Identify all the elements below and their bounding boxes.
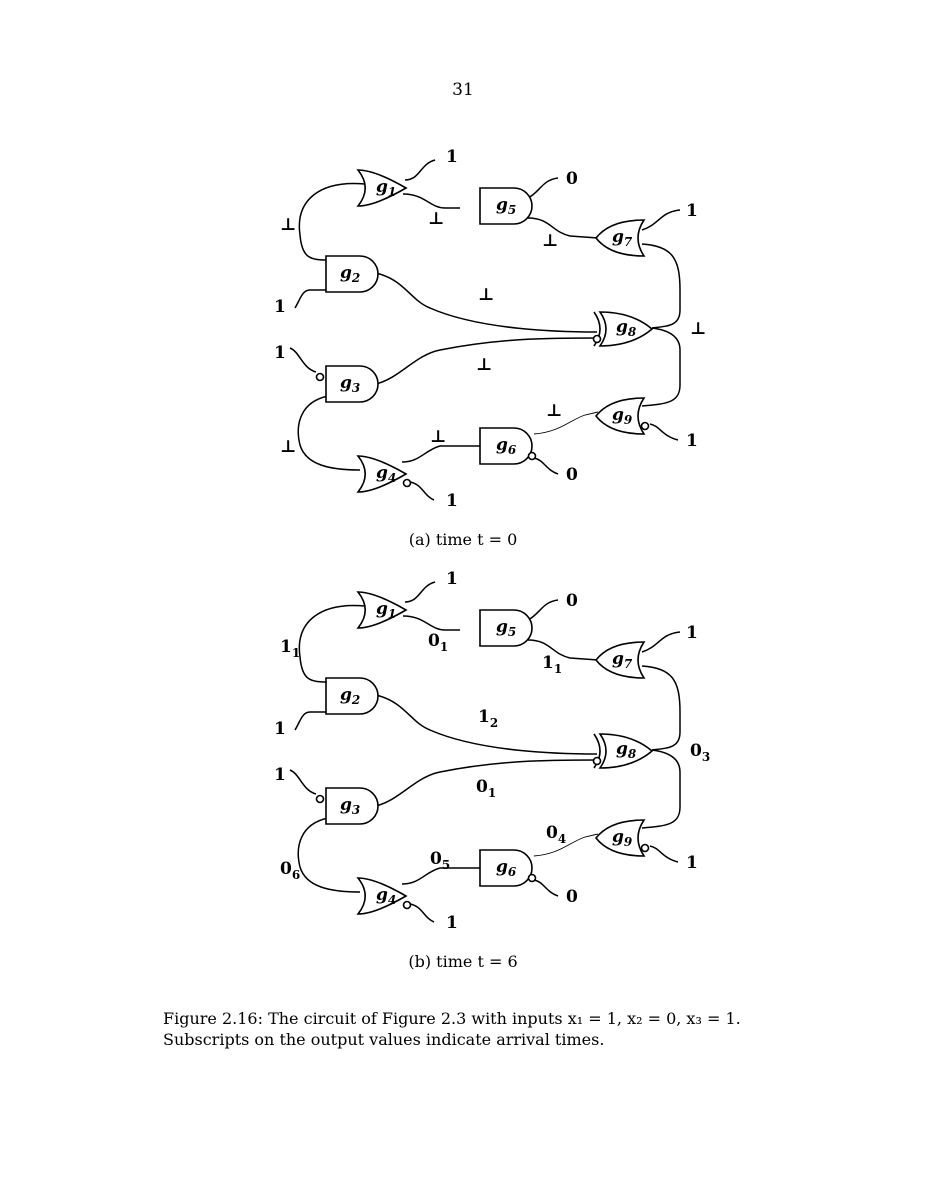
gate-label-g8: $g_8$ [616,739,637,761]
input-value-g6_in: 0 [566,887,578,907]
gate-label-g7: $g_7$ [612,227,633,249]
input-value-g2_in: 1 [274,719,286,739]
input-value-g3_in: 1 [274,343,286,363]
value-g1-g2: $1_1$ [280,637,301,660]
wire-g8-g9 [642,328,680,406]
inverter-bubble [594,758,601,765]
gate-label-g6: $g_6$ [496,435,517,457]
wire-g1-g2 [299,605,365,682]
wire-g5-g7 [528,218,598,238]
input-value-g4_in: 1 [446,913,458,933]
circuit-diagram-time-0 [240,140,720,520]
value-g1-g2: ⊥ [280,215,297,235]
wire-g6-input [534,880,558,896]
value-g1-g5: $0_1$ [428,631,449,654]
input-value-g7_in: 1 [686,623,698,643]
wire-g3-g4 [298,818,360,892]
inverter-bubble [317,374,324,381]
input-value-g1_in: 1 [446,569,458,589]
inverter-bubble [404,480,411,487]
value-g8-out: $0_3$ [690,741,711,764]
wire-g5-input [528,178,558,198]
inverter-bubble [642,423,649,430]
wire-g9-input [650,846,678,862]
wire-g2-input [295,290,328,308]
wire-g7-input [642,632,680,652]
gate-label-g2: $g_2$ [340,685,361,707]
wire-g4-input [410,904,434,922]
gate-label-g2: $g_2$ [340,263,361,285]
inverter-bubble [594,336,601,343]
value-g3-g8: $0_1$ [476,777,497,800]
inverter-bubble [529,875,536,882]
wire-g3-g4 [298,396,360,470]
wire-g1-g5 [403,194,460,208]
value-g8-out: ⊥ [690,319,707,339]
gate-label-g8: $g_8$ [616,317,637,339]
inverter-bubble [642,845,649,852]
wire-g7-g8 [642,666,680,750]
input-value-g4_in: 1 [446,491,458,511]
wire-g5-input [528,600,558,620]
value-g3-g4: ⊥ [280,437,297,457]
value-g4-g6: ⊥ [430,427,447,447]
input-value-g6_in: 0 [566,465,578,485]
wire-g2-input [295,712,328,730]
wire-g7-input [642,210,680,230]
inverter-bubble [404,902,411,909]
wire-g1-g2 [299,183,365,260]
subfigure-caption-a: (a) time t = 0 [408,530,518,549]
value-g5-g7: ⊥ [542,231,559,251]
gate-label-g3: $g_3$ [340,373,361,395]
gate-label-g6: $g_6$ [496,857,517,879]
wire-g6-g9 [534,412,598,434]
gate-label-g4: $g_4$ [376,885,397,907]
value-g9-g6: $0_4$ [546,823,567,846]
gate-label-g1: $g_1$ [376,599,397,621]
value-g2-g8: $1_2$ [478,707,499,730]
wire-g3-input [290,770,316,794]
wire-g8-g9 [642,750,680,828]
value-g9-g6: ⊥ [546,401,563,421]
input-value-g3_in: 1 [274,765,286,785]
wire-g1-g5 [403,616,460,630]
wire-g4-input [410,482,434,500]
input-value-g5_in: 0 [566,591,578,611]
inverter-bubble [317,796,324,803]
input-value-g5_in: 0 [566,169,578,189]
wire-g1-input [405,160,435,180]
gate-label-g1: $g_1$ [376,177,397,199]
value-g4-g6: $0_5$ [430,849,451,872]
page-number: 31 [452,80,474,100]
circuit-diagram-time-6 [240,562,720,942]
value-g5-g7: $1_1$ [542,653,563,676]
input-value-g9_in: 1 [686,853,698,873]
subfigure-caption-b: (b) time t = 6 [408,952,518,971]
wire-g4-g6 [402,446,480,462]
wire-g9-input [650,424,678,440]
wire-g1-input [405,582,435,602]
gate-label-g5: $g_5$ [496,617,517,639]
input-value-g7_in: 1 [686,201,698,221]
wire-g7-g8 [642,244,680,328]
wire-g6-input [534,458,558,474]
value-g1-g5: ⊥ [428,209,445,229]
inverter-bubble [529,453,536,460]
input-value-g9_in: 1 [686,431,698,451]
wire-g5-g7 [528,640,598,660]
input-value-g2_in: 1 [274,297,286,317]
value-g3-g8: ⊥ [476,355,493,375]
gate-label-g5: $g_5$ [496,195,517,217]
figure-caption: Figure 2.16: The circuit of Figure 2.3 with inputs x₁ = 1, x₂ = 0, x₃ = 1. Subscripts on the output values indicate arrival times. [163,1009,741,1049]
input-value-g1_in: 1 [446,147,458,167]
gate-label-g7: $g_7$ [612,649,633,671]
gate-label-g4: $g_4$ [376,463,397,485]
value-g2-g8: ⊥ [478,285,495,305]
value-g3-g4: $0_6$ [280,859,301,882]
gate-label-g3: $g_3$ [340,795,361,817]
wire-g3-input [290,348,316,372]
gate-label-g9: $g_9$ [612,827,633,849]
gate-label-g9: $g_9$ [612,405,633,427]
